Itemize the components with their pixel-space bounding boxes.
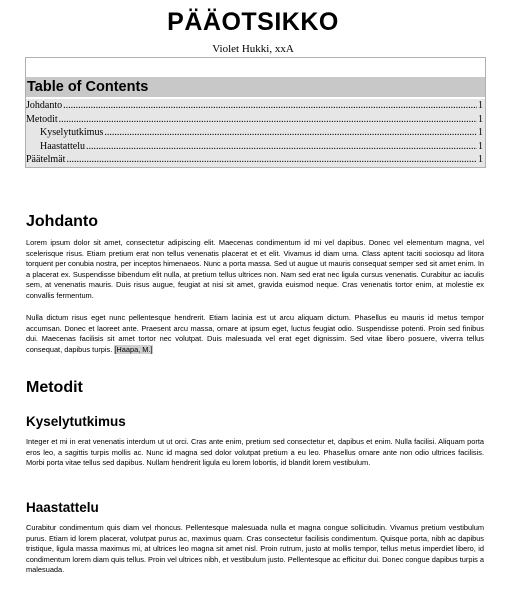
toc-entry-page: 1 xyxy=(478,100,483,111)
heading-kyselytutkimus: Kyselytutkimus xyxy=(26,414,126,429)
paragraph-johdanto-2-text: Nulla dictum risus eget nunc pellentesque hendrerit. Etiam lacinia est ut arcu aliquam dictum. Phasellus eu mauris id metus tempor accumsan. Donec et laoreet ante. Praesent arcu massa, ornare at ipsum eget, luctus feugiat odio. Suspendisse potenti. Proin sed finibus dui. Maecenas facilisis sit amet tortor nec volutpat. Duis malesuada vel erat eget dignissim. Sed vitae libero posuere, viverra tellus consequat, dapibus turpis. xyxy=(26,313,484,354)
toc-entry[interactable] xyxy=(26,113,485,127)
toc-entry-page: 1 xyxy=(478,154,483,165)
toc-entry-page: 1 xyxy=(478,127,483,138)
heading-metodit: Metodit xyxy=(26,379,83,396)
toc-entry-label: Haastattelu xyxy=(40,140,85,152)
table-of-contents xyxy=(25,57,486,168)
citation-field[interactable]: [Haapa, M.] xyxy=(114,344,153,354)
toc-entry-page: 1 xyxy=(478,113,483,125)
toc-leader-dots xyxy=(86,140,477,154)
toc-leader-dots xyxy=(63,99,477,113)
paragraph-johdanto-2 xyxy=(26,313,484,355)
toc-entry-label: Päätelmät xyxy=(26,154,66,165)
toc-entry[interactable] xyxy=(26,140,485,154)
toc-entries xyxy=(26,99,485,167)
heading-haastattelu: Haastattelu xyxy=(26,500,99,515)
toc-entry-label: Kyselytutkimus xyxy=(40,127,104,138)
toc-entry[interactable] xyxy=(26,99,485,113)
paragraph-haastattelu: Curabitur condimentum quis diam vel rhoncus. Pellentesque malesuada nulla et magna congue sollicitudin. Vivamus pretium vestibulum purus. Etiam id lorem placerat, volutpat purus ac, maximus quam. Cras consectetur facilisis condimentum. Quisque porta, nibh ac dapibus tristique, ligula massa maximus mi, at ultrices leo magna sit amet nisl. Proin rutrum, justo at mollis tempor, tellus metus imperdiet libero, id condimentum lorem diam quis tellus. Proin vel ultrices nibh, et vestibulum justo. Pellentesque ac efficitur dui. Donec congue dapibus turpis a malesuada. xyxy=(26,523,484,575)
document-author: Violet Hukki, xxA xyxy=(212,43,294,55)
toc-entry[interactable] xyxy=(26,153,485,167)
toc-entry-label: Metodit xyxy=(26,113,58,125)
toc-title: Table of Contents xyxy=(26,77,485,97)
toc-leader-dots xyxy=(59,113,477,127)
toc-leader-dots xyxy=(66,153,477,167)
paragraph-johdanto-1: Lorem ipsum dolor sit amet, consectetur adipiscing elit. Maecenas condimentum id mi vel dapibus. Donec vel elementum magna, vel scelerisque risus. Etiam pretium erat non tellus venenatis placerat et et elit. Vivamus id diam urna. Class aptent taciti sociosqu ad litora torquent per conubia nostra, per inceptos himenaeos. Nunc a porta massa. Sed ut augue ut mauris consequat semper sed sit amet enim. In a placerat ex. Suspendisse bibendum elit nulla, at pretium tellus ultrices non. Nam sed erat nec ligula cursus venenatis. Curabitur ac iaculis sem, at venenatis mauris. Duis risus augue, feugiat at nisi sit amet, gravida euismod neque. Cras venenatis tortor enim, at molestie ex convallis fermentum. xyxy=(26,238,484,300)
toc-entry-label: Johdanto xyxy=(26,100,63,111)
paragraph-kyselytutkimus: Integer et mi in erat venenatis interdum ut ut orci. Cras ante enim, pretium sed consectetur et, dapibus et enim. Nulla facilisi. Aliquam porta eros leo, a sagittis turpis mollis ac. Nunc id magna sed dolor volutpat pretium a eu leo. Phasellus ornare ante non odio ultrices facilisis. Morbi porta vitae tellus sed dapibus. Nullam hendrerit ligula eu lorem lobortis, id blandit lorem vestibulum. xyxy=(26,437,484,468)
toc-entry[interactable] xyxy=(26,126,485,140)
toc-entry-page: 1 xyxy=(478,140,483,152)
document-title: PÄÄOTSIKKO xyxy=(167,8,339,36)
heading-johdanto: Johdanto xyxy=(26,213,98,230)
toc-leader-dots xyxy=(104,126,477,140)
